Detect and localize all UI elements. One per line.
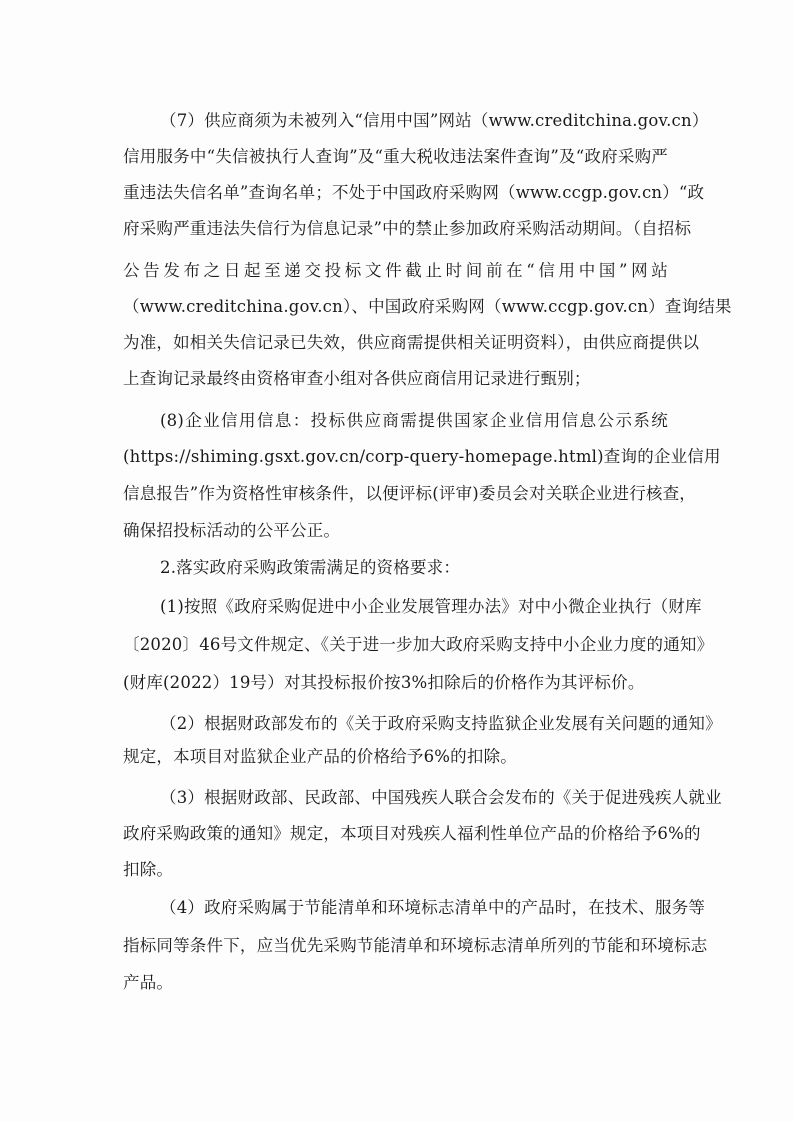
- paragraph-line: 信息报告”作为资格性审核条件，以便评标(评审)委员会对关联企业进行核查，: [123, 484, 697, 503]
- paragraph-line: （4）政府采购属于节能清单和环境标志清单中的产品时，在技术、服务等: [160, 898, 706, 917]
- paragraph-line: 指标同等条件下，应当优先采购节能清单和环境标志清单所列的节能和环境标志: [123, 936, 708, 955]
- paragraph-line: （www.creditchina.gov.cn）、中国政府采购网（www.ccgp.gov.cn）查询结果: [123, 297, 732, 316]
- paragraph-line: 为准，如相关失信记录已失效，供应商需提供相关证明资料），由供应商提供以: [123, 333, 700, 352]
- paragraph-line: 公告发布之日起至递交投标文件截止时间前在“信用中国”网站: [123, 261, 668, 280]
- paragraph-line: 扣除。: [123, 860, 174, 879]
- paragraph-line: 信用服务中“失信被执行人查询”及“重大税收违法案件查询”及“政府采购严: [123, 147, 668, 166]
- paragraph-line: 重违法失信名单”查询名单；不处于中国政府采购网（www.ccgp.gov.cn）“政: [123, 183, 705, 202]
- paragraph-line: 产品。: [123, 973, 174, 992]
- paragraph-line: 〔2020〕46号文件规定、《关于进一步加大政府采购支持中小企业力度的通知》: [123, 635, 714, 654]
- paragraph-line: 政府采购政策的通知》规定，本项目对残疾人福利性单位产品的价格给予6%的: [123, 824, 701, 843]
- paragraph-line: (8)企业信用信息：投标供应商需提供国家企业信用信息公示系统: [160, 411, 668, 430]
- paragraph-line: 规定，本项目对监狱企业产品的价格给予6%的扣除。: [123, 747, 517, 766]
- paragraph-line: （7）供应商须为未被列入“信用中国”网站（www.creditchina.gov.cn）: [160, 111, 709, 130]
- paragraph-line: (财库(2022）19号）对其投标报价按3%扣除后的价格作为其评标价。: [123, 673, 645, 692]
- paragraph-line: (https://shiming.gsxt.gov.cn/corp-query-homepage.html)查询的企业信用: [123, 447, 721, 466]
- paragraph-line: 上查询记录最终由资格审查小组对各供应商信用记录进行甄别；: [123, 369, 591, 388]
- section-heading: 2.落实政府采购政策需满足的资格要求：: [160, 558, 461, 577]
- paragraph-line: （3）根据财政部、民政部、中国残疾人联合会发布的《关于促进残疾人就业: [160, 788, 722, 807]
- paragraph-line: （2）根据财政部发布的《关于政府采购支持监狱企业发展有关问题的通知》: [160, 714, 722, 733]
- paragraph-line: (1)按照《政府采购促进中小企业发展管理办法》对中小微企业执行（财库: [160, 597, 702, 616]
- paragraph-line: 府采购严重违法失信行为信息记录”中的禁止参加政府采购活动期间。（自招标: [123, 219, 692, 238]
- paragraph-line: 确保招投标活动的公平公正。: [123, 521, 341, 540]
